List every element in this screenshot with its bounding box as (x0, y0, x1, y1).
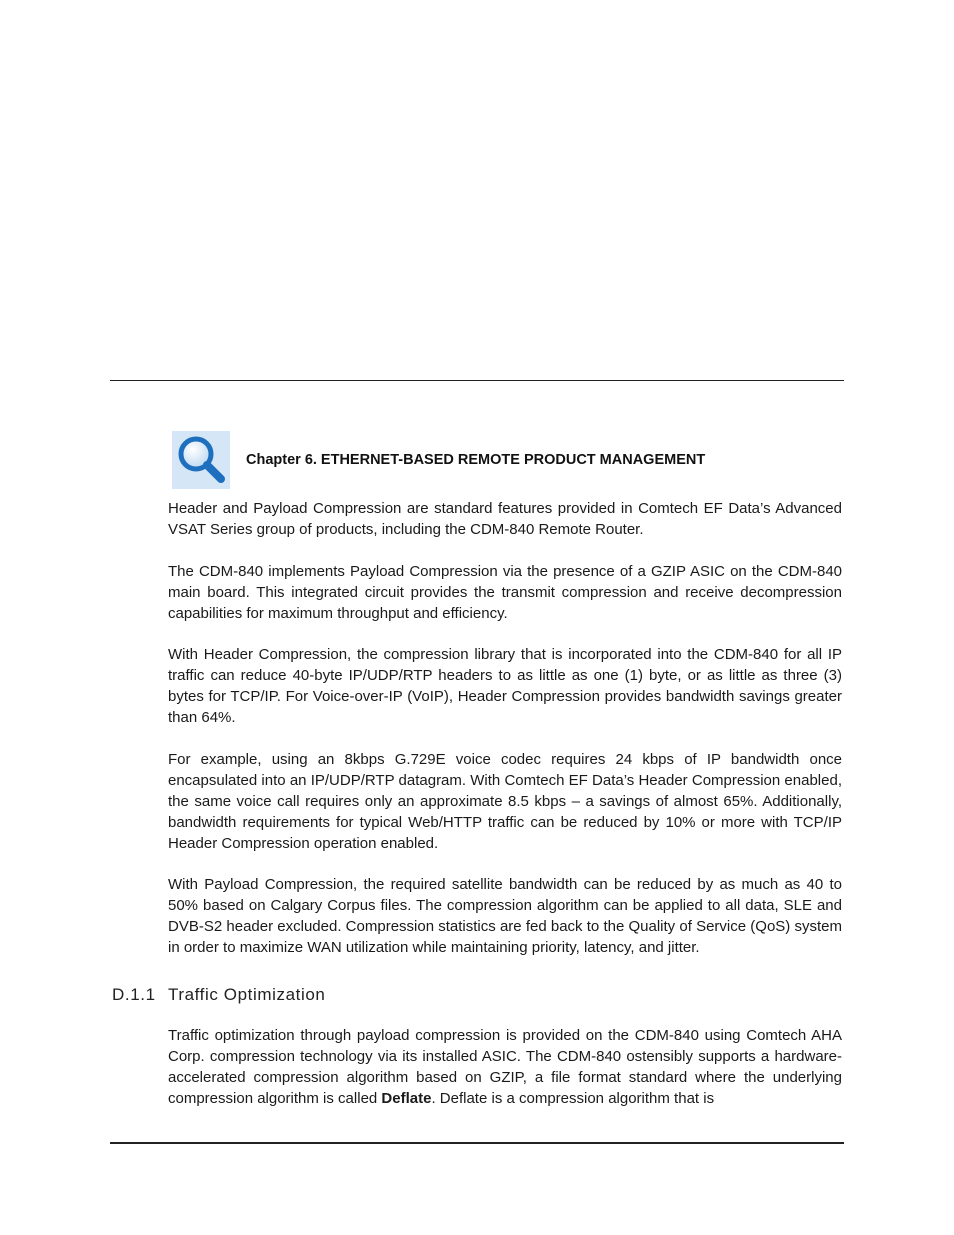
section-title: Traffic Optimization (168, 985, 326, 1004)
deflate-term: Deflate (381, 1090, 432, 1107)
paragraph-payload-asic: The CDM-840 implements Payload Compression via the presence of a GZIP ASIC on the CDM-840 main board. This integrated circuit provides the transmit compression and receive decompression capabilities for maximum throughput and efficiency. (168, 563, 842, 622)
top-rule (110, 380, 844, 381)
magnifier-icon (172, 431, 230, 489)
paragraph-traffic-optimization (168, 1025, 842, 1109)
paragraph-text-after: . Deflate is a compression algorithm that is (431, 1090, 715, 1107)
bottom-rule (110, 1142, 844, 1144)
paragraph-compression-intro: Header and Payload Compression are standard features provided in Comtech EF Data’s Advanced VSAT Series group of products, including the CDM-840 Remote Router. (168, 500, 842, 538)
paragraph-text-before: Traffic optimization through payload compression is provided on the CDM-840 using Comtech AHA Corp. compression technology via its installed ASIC. The CDM-840 ostensibly supports a hardware-accelerated compression algorithm based on GZIP, a file format standard where the underlying compression algorithm is called (168, 1027, 842, 1107)
paragraph-voip-example: For example, using an 8kbps G.729E voice codec requires 24 kbps of IP bandwidth once encapsulated into an IP/UDP/RTP datagram. With Comtech EF Data’s Header Compression enabled, the same voice call requires only an approximate 8.5 kbps – a savings of almost 65%. Additionally, bandwidth requirements for typical Web/HTTP traffic can be reduced by 10% or more with TCP/IP Header Compression operation enabled. (168, 751, 842, 852)
chapter-reference (172, 431, 705, 489)
chapter-reference-text: Chapter 6. ETHERNET-BASED REMOTE PRODUCT MANAGEMENT (246, 452, 706, 468)
section-number: D.1.1 (112, 985, 156, 1004)
paragraph-header-compression: With Header Compression, the compression library that is incorporated into the CDM-840 for all IP traffic can reduce 40-byte IP/UDP/RTP headers to as little as one (1) byte, or as little as three (3) bytes for TCP/IP. For Voice-over-IP (VoIP), Header Compression provides bandwidth savings greater than 64%. (168, 646, 842, 726)
section-heading (112, 985, 326, 1005)
paragraph-payload-compression: With Payload Compression, the required satellite bandwidth can be reduced by as much as 40 to 50% based on Calgary Corpus files. The compression algorithm can be applied to all data, SLE and DVB-S2 header excluded. Compression statistics are fed back to the Quality of Service (QoS) system in order to maximize WAN utilization while maintaining priority, latency, and jitter. (168, 876, 842, 956)
